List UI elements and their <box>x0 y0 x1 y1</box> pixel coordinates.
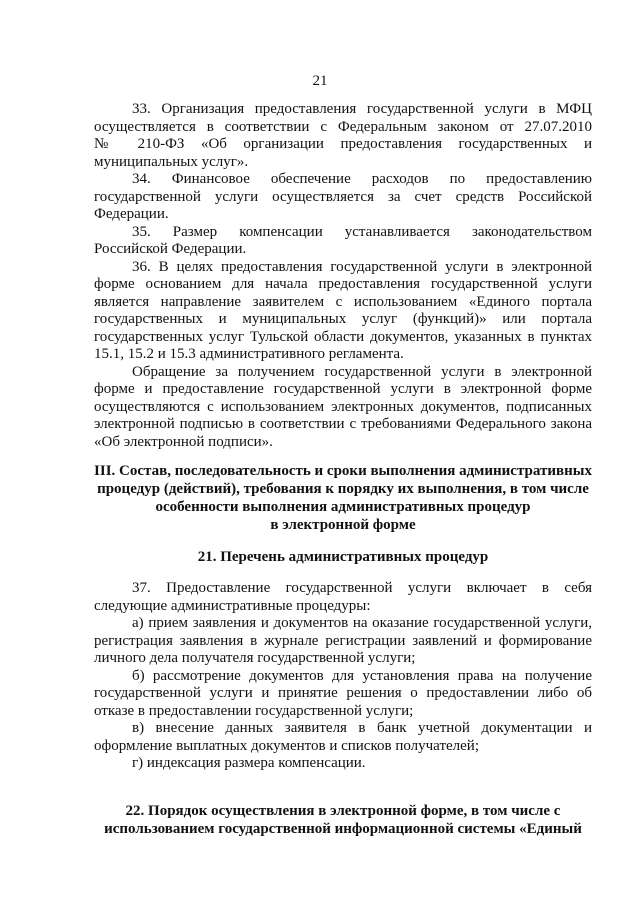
text-line: государственной услуги осуществляется за счет средств Российской <box>94 188 592 205</box>
text-line: электронной подписью в соответствии с требованиями Федерального закона <box>94 416 592 432</box>
section-heading <box>94 462 592 534</box>
page-number: 21 <box>312 73 328 89</box>
heading-line: особенности выполнения административных процедур <box>155 499 531 515</box>
heading-line: 21. Перечень административных процедур <box>197 549 489 565</box>
heading-line: использованием государственной информационной системы «Единый <box>104 821 582 837</box>
text-line: Обращение за получением государственной услуги в электронной <box>132 363 592 380</box>
text-line: 34. Финансовое обеспечение расходов по предоставлению <box>132 171 592 187</box>
body-text <box>94 101 592 451</box>
text-line: 15.1, 15.2 и 15.3 административного регламента. <box>94 346 404 362</box>
text-line: 35. Размер компенсации устанавливается законодательством <box>132 223 592 240</box>
procedures-text <box>94 580 592 773</box>
text-line: а) прием заявления и документов на оказание государственной услуги, <box>132 615 592 631</box>
text-line: форме основанием для начала предоставления государственной услуги <box>94 276 592 292</box>
text-line: оформление выплатных документов и списков получателей; <box>94 737 480 754</box>
text-line: 36. В целях предоставления государственной услуги в электронной <box>132 258 592 275</box>
text-line: осуществляется в соответствии с Федеральным законом от 27.07.2010 <box>94 118 592 135</box>
text-line: Федерации. <box>94 206 169 222</box>
text-line: в) внесение данных заявителя в банк учетной документации и <box>132 720 592 736</box>
subheading-21 <box>94 548 592 566</box>
text-line: осуществляются с использованием электронных документов, подписанных <box>94 398 592 415</box>
heading-line: процедур (действий), требования к порядку их выполнения, в том числе <box>97 481 589 497</box>
text-line: муниципальных услуг». <box>94 153 249 170</box>
heading-line: III. Состав, последовательность и сроки выполнения административных <box>94 463 592 479</box>
text-line: г) индексация размера компенсации. <box>132 755 366 771</box>
text-line: государственных и муниципальных услуг (функций)» или портала <box>94 311 592 327</box>
text-line: государственной услуги и принятие решения о предоставлении либо об <box>94 685 592 701</box>
text-line: следующие административные процедуры: <box>94 597 371 614</box>
text-line: личного дела получателя государственной услуги; <box>94 650 416 666</box>
text-line: 37. Предоставление государственной услуги включает в себя <box>132 580 592 596</box>
text-line: государственных услуг Тульской области документов, указанных в пунктах <box>94 328 592 345</box>
text-line: «Об электронной подписи». <box>94 433 273 450</box>
text-line: отказе в предоставлении государственной услуги; <box>94 702 414 719</box>
subheading-22 <box>94 802 592 838</box>
text-line: является направление заявителем с использованием «Единого портала <box>94 293 592 310</box>
text-line: форме и предоставление государственной услуги в электронной форме <box>94 381 592 397</box>
text-line: б) рассмотрение документов для установления права на получение <box>132 667 592 684</box>
text-line: № 210-ФЗ «Об организации предоставления государственных и <box>94 136 592 152</box>
heading-line: 22. Порядок осуществления в электронной форме, в том числе с <box>125 803 561 819</box>
heading-line: в электронной форме <box>270 517 416 533</box>
text-line: 33. Организация предоставления государственной услуги в МФЦ <box>132 101 592 117</box>
text-line: регистрация заявления в журнале регистрации заявлений и формирование <box>94 632 592 649</box>
text-line: Российской Федерации. <box>94 241 247 257</box>
